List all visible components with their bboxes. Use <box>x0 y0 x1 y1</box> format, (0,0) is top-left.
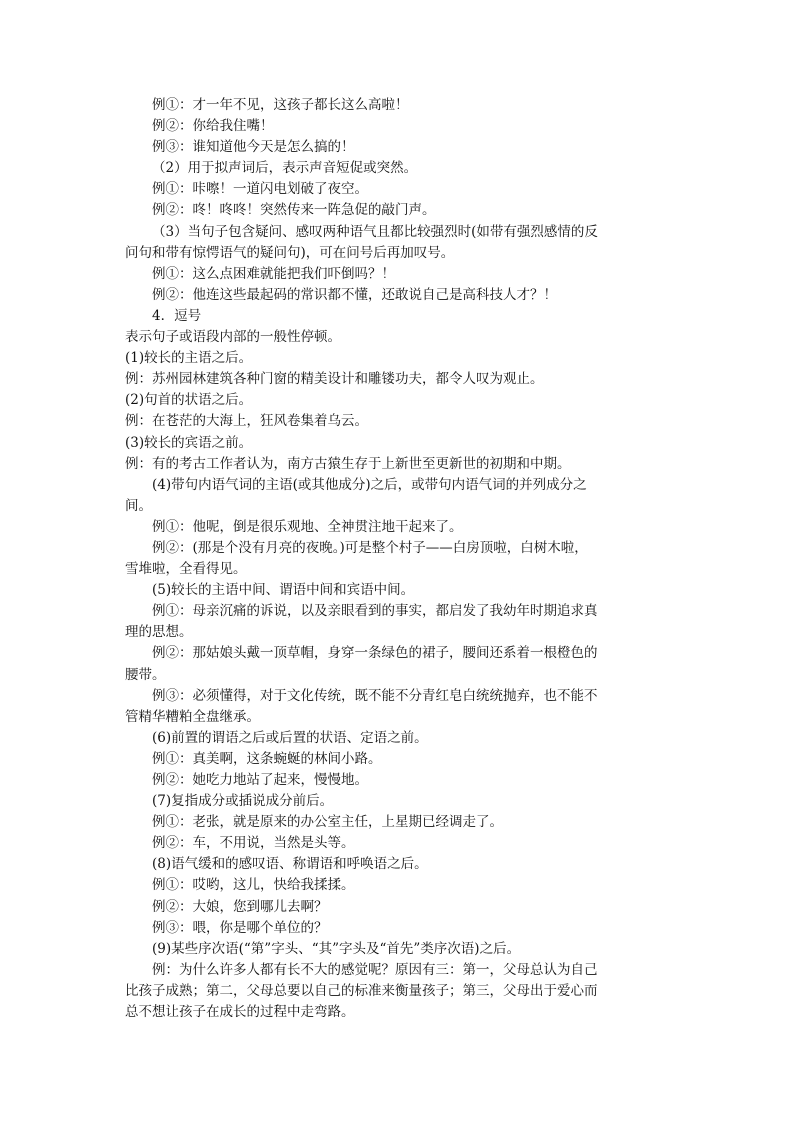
text-line: 问句和带有惊愕语气的疑问句)，可在问号后再加叹号。 <box>125 244 455 261</box>
text-line: 4．逗号 <box>152 307 202 324</box>
text-line: 比孩子成熟；第二，父母总要以自己的标准来衡量孩子；第三，父母出于爱心而 <box>125 982 598 999</box>
text-line: 例①：他呢，倒是很乐观地、全神贯注地干起来了。 <box>152 518 463 535</box>
text-line: 例①：母亲沉痛的诉说，以及亲眼看到的事实，都启发了我幼年时期追求真 <box>152 603 598 620</box>
text-line: 例②：你给我住嘴！ <box>152 118 274 135</box>
text-line: 例①：老张，就是原来的办公室主任，上星期已经调走了。 <box>152 814 503 831</box>
text-line: (1)较长的主语之后。 <box>125 350 253 367</box>
text-line: 例③：谁知道他今天是怎么搞的！ <box>152 139 355 156</box>
text-line: 例③：喂，你是哪个单位的？ <box>152 919 328 936</box>
text-line: 例①：咔嚓！一道闪电划破了夜空。 <box>152 181 368 198</box>
text-line: (3)较长的宾语之前。 <box>125 434 253 451</box>
text-line: 雪堆啦，全看得见。 <box>125 561 247 578</box>
text-line: 例：为什么许多人都有长不大的感觉呢？原因有三：第一，父母总认为自己 <box>152 961 598 978</box>
text-line: (8)语气缓和的感叹语、称谓语和呼唤语之后。 <box>152 856 428 873</box>
text-line: 例②：那姑娘头戴一顶草帽，身穿一条绿色的裙子，腰间还系着一根橙色的 <box>152 645 598 662</box>
text-line: 例②：车，不用说，当然是头等。 <box>152 835 355 852</box>
text-line: 例①：哎哟，这儿，快给我揉揉。 <box>152 877 355 894</box>
document-body <box>125 95 673 1023</box>
text-line: （3）当句子包含疑问、感叹两种语气且都比较强烈时(如带有强烈感情的反 <box>152 223 598 240</box>
text-line: 例①：真美啊，这条蜿蜒的林间小路。 <box>152 750 382 767</box>
text-line: 总不想让孩子在成长的过程中走弯路。 <box>125 1004 355 1021</box>
text-line: (7)复指成分或插说成分前后。 <box>152 793 334 810</box>
text-line: 理的思想。 <box>125 624 193 641</box>
text-line: 例①：这么点困难就能把我们吓倒吗？！ <box>152 265 395 282</box>
text-line: 例②：咚！咚咚！突然传来一阵急促的敲门声。 <box>152 202 436 219</box>
text-line: 例③：必须懂得，对于文化传统，既不能不分青红皂白统统抛弃，也不能不 <box>152 687 598 704</box>
text-line: 例②：他连这些最起码的常识都不懂，还敢说自己是高科技人才？！ <box>152 286 557 303</box>
text-line: (9)某些序次语(“第”字头、“其”字头及“首先”类序次语)之后。 <box>152 940 521 957</box>
text-line: (4)带句内语气词的主语(或其他成分)之后，或带句内语气词的并列成分之 <box>152 476 587 493</box>
text-line: 例②：大娘，您到哪儿去啊？ <box>152 898 328 915</box>
text-line: 例：在苍茫的大海上，狂风卷集着乌云。 <box>125 413 368 430</box>
text-line: (6)前置的谓语之后或后置的状语、定语之前。 <box>152 729 428 746</box>
text-line: 例②：她吃力地站了起来，慢慢地。 <box>152 772 368 788</box>
text-line: 腰带。 <box>125 666 166 683</box>
text-line: 例：苏州园林建筑各种门窗的精美设计和雕镂功夫，都令人叹为观止。 <box>125 371 544 388</box>
text-line: 表示句子或语段内部的一般性停顿。 <box>125 329 341 346</box>
text-line: （2）用于拟声词后，表示声音短促或突然。 <box>152 160 418 177</box>
text-line: 间。 <box>125 497 152 514</box>
text-line: (2)句首的状语之后。 <box>125 392 253 409</box>
text-line: 例①：才一年不见，这孩子都长这么高啦！ <box>152 97 409 113</box>
text-line: 例②：(那是个没有月亮的夜晚。)可是整个村子——白房顶啦，白树木啦， <box>152 539 588 556</box>
text-line: (5)较长的主语中间、谓语中间和宾语中间。 <box>152 582 415 599</box>
text-line: 管精华糟粕全盘继承。 <box>125 708 260 725</box>
text-line: 例：有的考古工作者认为，南方古猿生存于上新世至更新世的初期和中期。 <box>125 455 571 472</box>
